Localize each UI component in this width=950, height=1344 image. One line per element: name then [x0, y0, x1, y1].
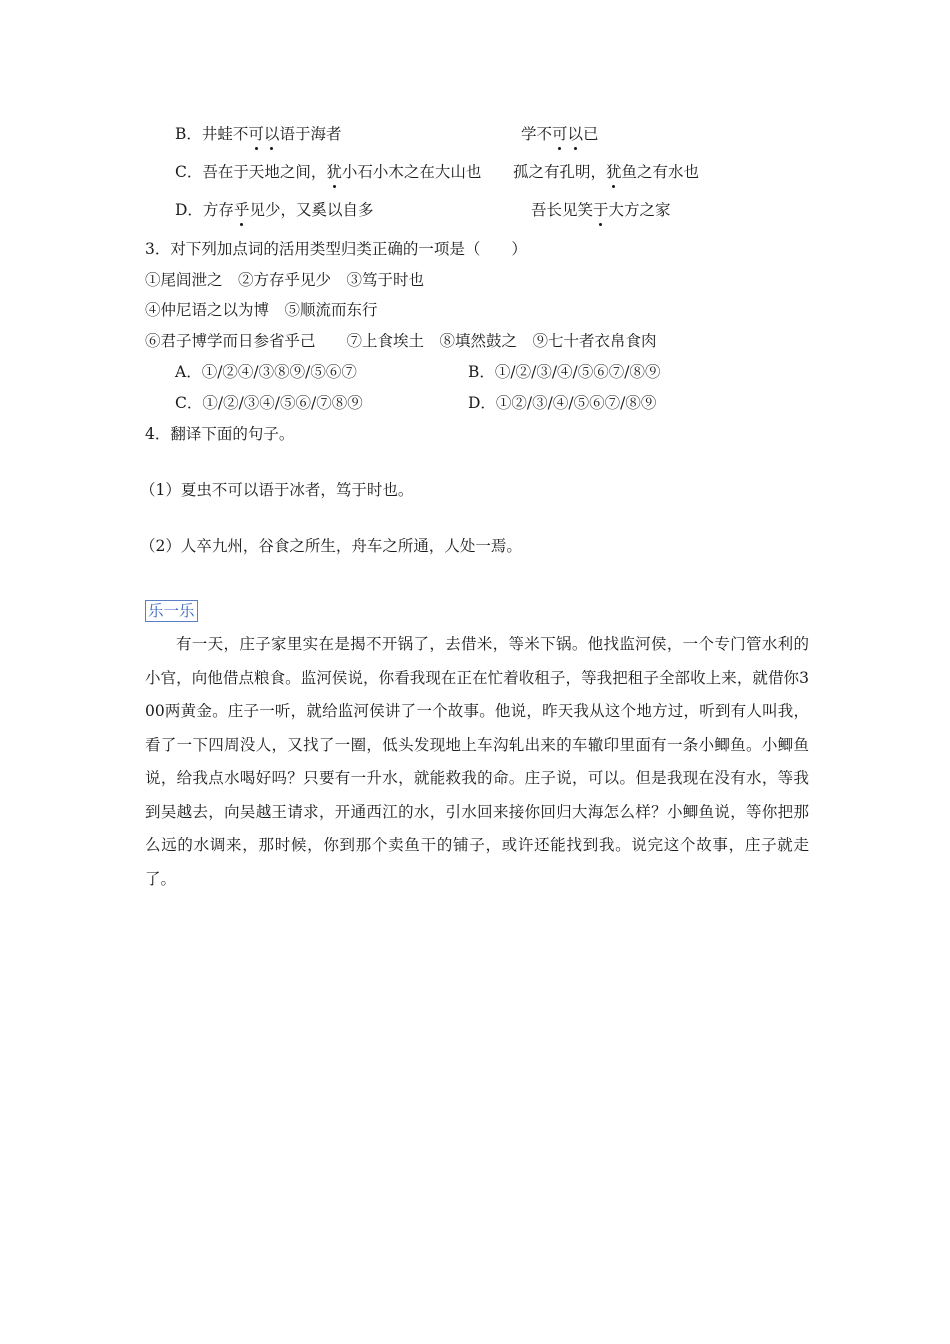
q2-option-b: B．井蛙不可以语于海者 [175, 125, 342, 143]
emphasis-dot-char: 乎 [233, 201, 250, 219]
emphasis-dot-char: 犹 [326, 163, 342, 181]
fun-story-paragraph: 有一天，庄子家里实在是揭不开锅了，去借米，等米下锅。他找监河侯，一个专门管水利的小官，向他借点粮食。监河侯说，你看我现在正在忙着收租子，等我把租子全部收上来，就借你300两黄金。庄子一听，就给监河侯讲了一个故事。他说，昨天我从这个地方过，听到有人叫我，看了一下四周没人，又找了一圈，低头发现地上车沟轧出来的车辙印里面有一条小鲫鱼。小鲫鱼说，给我点水喝好吗？只要有一升水，就能救我的命。庄子说，可以。但是我现在没有水，等我到吴越去，向吴越王请求，开通西江的水，引水回来接你回归大海怎么样？小鲫鱼说，等你把那么远的水调来，那时候，你到那个卖鱼干的铺子，或许还能找到我。说完这个故事，庄子就走了。 [145, 635, 809, 888]
emphasis-dot-char: 可 [552, 125, 568, 143]
q3-items-row-2: ④仲尼语之以为博 ⑤顺流而东行 [145, 301, 378, 319]
q2-option-b-second: 学不可以已 [521, 125, 599, 143]
q3-option-d: D．①②/③/④/⑤⑥⑦/⑧⑨ [468, 394, 657, 412]
q4-sentence-1: （1）夏虫不可以语于冰者，笃于时也。 [140, 481, 414, 499]
emphasis-dot-char: 以 [567, 125, 584, 143]
q3-option-a: A．①/②④/③⑧⑨/⑤⑥⑦ [175, 363, 357, 381]
q2-option-d: D．方存乎见少，又奚以自多 [175, 201, 374, 219]
emphasis-dot-char: 犹 [606, 163, 622, 181]
q3-stem: 3．对下列加点词的活用类型归类正确的一项是（ ） [145, 240, 527, 258]
emphasis-dot-char: 于 [593, 201, 609, 219]
q3-option-c: C．①/②/③④/⑤⑥/⑦⑧⑨ [175, 394, 363, 412]
q3-option-b: B．①/②/③/④/⑤⑥⑦/⑧⑨ [468, 363, 661, 381]
q2-option-c: C．吾在于天地之间，犹小石小木之在大山也 [175, 163, 482, 181]
q4-stem: 4．翻译下面的句子。 [145, 425, 295, 443]
q3-items-row-1: ①尾闾泄之 ②方存乎见少 ③笃于时也 [145, 271, 425, 289]
emphasis-dot-char: 可 [248, 125, 264, 143]
emphasis-dot-char: 以 [263, 125, 280, 143]
q2-option-c-second: 孤之有孔明，犹鱼之有水也 [513, 163, 700, 181]
q2-option-d-second: 吾长见笑于大方之家 [531, 201, 671, 219]
q4-sentence-2: （2）人卒九州，谷食之所生，舟车之所通，人处一焉。 [140, 537, 522, 555]
q3-items-row-3: ⑥君子博学而日参省乎己 ⑦上食埃土 ⑧填然鼓之 ⑨七十者衣帛食肉 [145, 332, 657, 350]
section-tag-fun: 乐一乐 [145, 600, 198, 622]
